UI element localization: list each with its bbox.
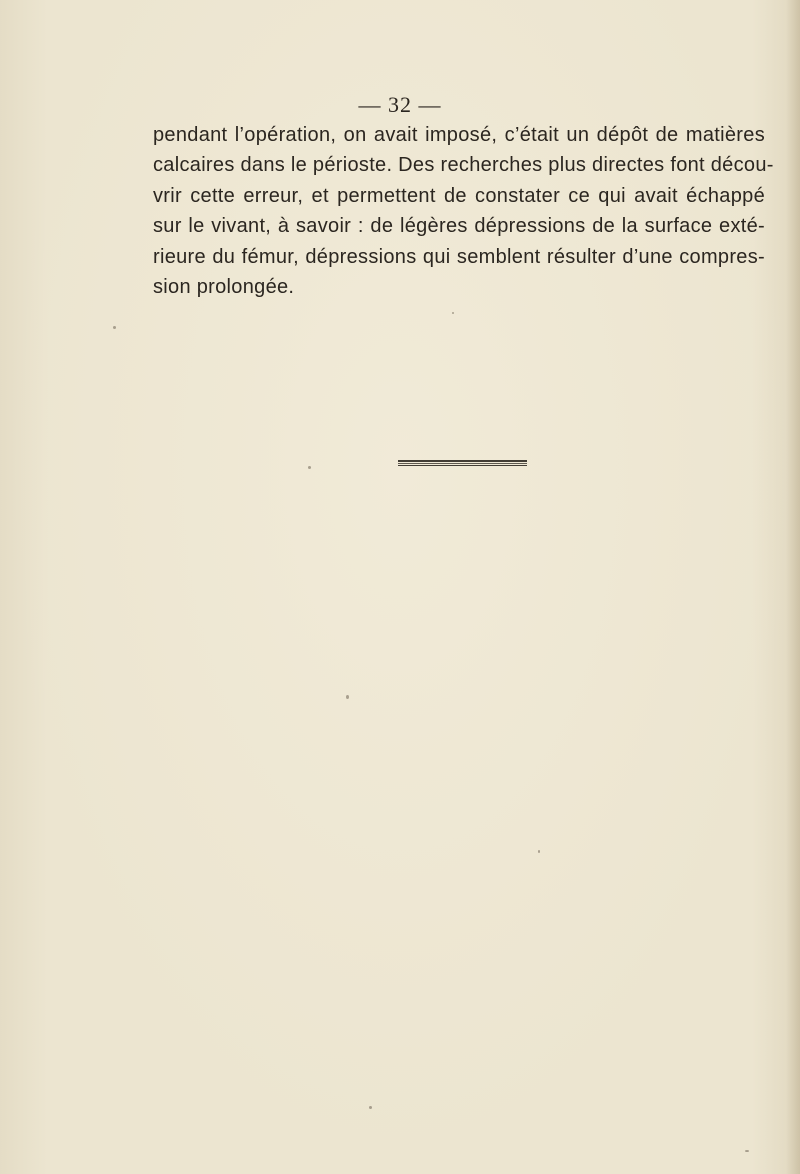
text-line: rieure du fémur, dépressions qui semblent résulter d’une compres- — [153, 245, 765, 268]
paper-speck — [113, 326, 116, 329]
paper-speck — [308, 466, 311, 469]
paper-speck — [745, 1150, 749, 1152]
text-line: pendant l’opération, on avait imposé, c’était un dépôt de matières — [153, 124, 765, 146]
text-line: vrir cette erreur, et permettent de constater ce qui avait échappé — [153, 184, 765, 207]
paper-speck — [538, 850, 540, 853]
text-line: sur le vivant, à savoir : de légères dépressions de la surface exté- — [153, 215, 765, 238]
divider-rule — [398, 465, 527, 467]
body-paragraph — [153, 120, 774, 302]
paper-speck — [452, 312, 454, 314]
divider-rule — [398, 463, 527, 464]
section-divider — [398, 460, 527, 466]
page-number: — 32 — — [358, 92, 442, 117]
text-line: sion prolongée. — [153, 276, 295, 299]
divider-rule — [398, 460, 527, 462]
page-edge-shadow — [786, 0, 800, 1174]
paper-speck — [369, 1106, 372, 1109]
text-line: calcaires dans le périoste. Des recherches plus directes font décou- — [153, 154, 774, 177]
paper-speck — [346, 695, 349, 699]
